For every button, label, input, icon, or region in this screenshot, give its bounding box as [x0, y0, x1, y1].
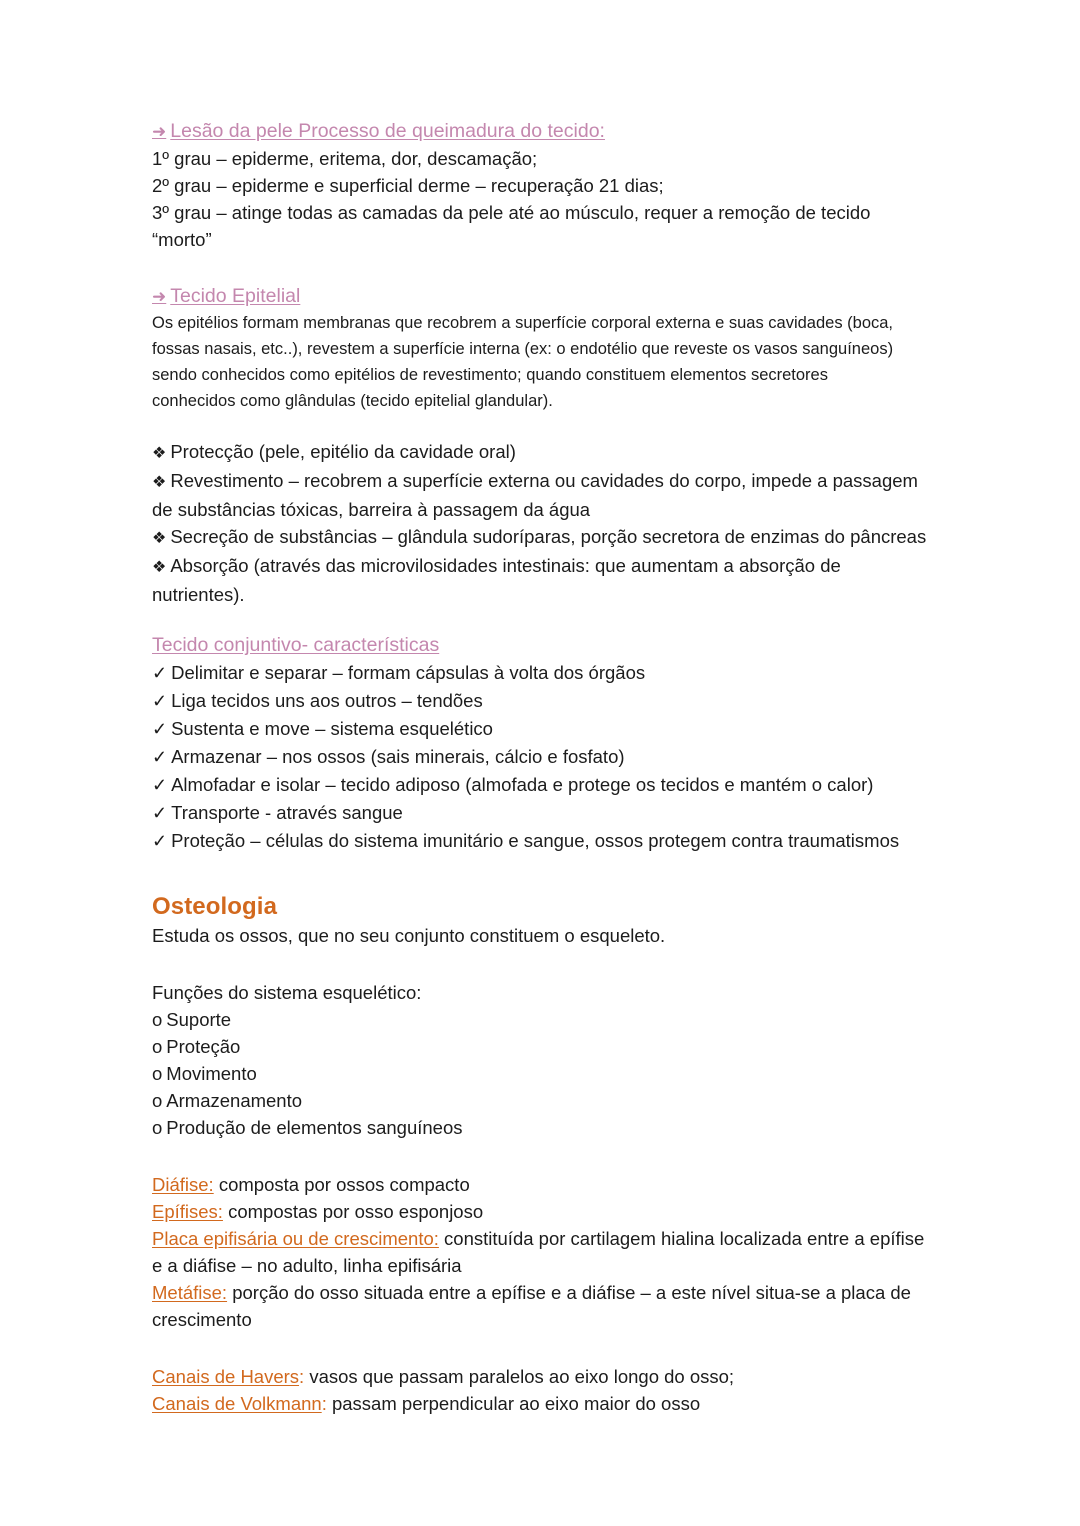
list-item	[152, 771, 934, 799]
section-tecido-epitelial	[152, 283, 940, 608]
heading-tecido-epitelial-label: Tecido Epitelial	[170, 285, 301, 307]
spacer	[152, 1333, 940, 1363]
epitelial-bullet-1: Protecção (pele, epitélio da cavidade oral)	[170, 441, 516, 462]
term-canais-de-havers-colon: :	[299, 1366, 305, 1387]
osteologia-intro: Estuda os ossos, que no seu conjunto constituem o esqueleto.	[152, 925, 666, 946]
circle-bullet-icon: o	[152, 1009, 163, 1030]
list-item	[152, 1060, 940, 1087]
spacer	[152, 253, 940, 283]
list-item	[152, 552, 934, 608]
definition-entry	[152, 1279, 934, 1333]
definition-metafise: porção do osso situada entre a epífise e a diáfise – a este nível situa-se a placa de crescimento	[152, 1282, 911, 1330]
check-bullet-icon: ✓	[152, 691, 168, 711]
heading-lesao-label: Lesão da pele Processo de queimadura do tecido:	[170, 120, 605, 142]
osteologia-function-3: Movimento	[166, 1063, 257, 1084]
circle-bullet-icon: o	[152, 1090, 163, 1111]
osteologia-functions-label: Funções do sistema esquelético:	[152, 982, 422, 1003]
check-bullet-icon: ✓	[152, 719, 168, 739]
conjuntivo-item-2: Liga tecidos uns aos outros – tendões	[171, 690, 483, 711]
osteologia-function-4: Armazenamento	[166, 1090, 303, 1111]
arrow-bullet-icon: ➜	[152, 122, 167, 141]
diamond-bullet-icon: ❖	[152, 559, 167, 576]
heading-tecido-epitelial	[152, 283, 940, 310]
term-placa-epifisaria: Placa epifisária ou de crescimento:	[152, 1228, 439, 1249]
definition-diafise: composta por ossos compacto	[213, 1174, 470, 1195]
spacer	[152, 949, 940, 979]
list-item	[152, 438, 934, 467]
list-item	[152, 659, 934, 687]
lesao-line-1: 1º grau – epiderme, eritema, dor, descamação;	[152, 148, 538, 169]
list-item	[152, 1033, 940, 1060]
epitelial-bullet-2: Revestimento – recobrem a superfície externa ou cavidades do corpo, impede a passagem de substâncias tóxicas, barreira à passagem da água	[152, 470, 918, 520]
definition-epifises: compostas por osso esponjoso	[222, 1201, 484, 1222]
definition-canais-de-volkmann: passam perpendicular ao eixo maior do osso	[326, 1393, 701, 1414]
diamond-bullet-icon: ❖	[152, 474, 167, 491]
check-bullet-icon: ✓	[152, 775, 168, 795]
check-bullet-icon: ✓	[152, 831, 168, 851]
term-canais-de-volkmann: Canais de Volkmann	[152, 1393, 322, 1414]
osteologia-function-5: Produção de elementos sanguíneos	[166, 1117, 463, 1138]
check-bullet-icon: ✓	[152, 803, 168, 823]
heading-osteologia: Osteologia	[152, 893, 278, 920]
conjuntivo-item-7: Proteção – células do sistema imunitário e sangue, ossos protegem contra traumatismos	[171, 830, 900, 851]
list-item	[152, 687, 934, 715]
definition-placa-epifisaria: constituída por cartilagem hialina localizada entre a epífise e a diáfise – no adulto, linha epifisária	[152, 1228, 925, 1276]
list-item	[152, 1087, 940, 1114]
list-item	[152, 467, 934, 523]
circle-bullet-icon: o	[152, 1036, 163, 1057]
diamond-bullet-icon: ❖	[152, 445, 167, 462]
spacer	[152, 608, 940, 632]
list-item	[152, 715, 934, 743]
conjuntivo-item-1: Delimitar e separar – formam cápsulas à volta dos órgãos	[171, 662, 646, 683]
list-item	[152, 1006, 940, 1033]
term-metafise: Metáfise:	[152, 1282, 228, 1303]
circle-bullet-icon: o	[152, 1063, 163, 1084]
list-item	[152, 799, 934, 827]
term-canais-de-havers: Canais de Havers	[152, 1366, 300, 1387]
term-canais-de-volkmann-colon: :	[321, 1393, 327, 1414]
definition-entry	[152, 1390, 934, 1417]
conjuntivo-item-6: Transporte - através sangue	[171, 802, 403, 823]
conjuntivo-item-3: Sustenta e move – sistema esquelético	[171, 718, 493, 739]
heading-lesao-da-pele	[152, 118, 940, 145]
circle-bullet-icon: o	[152, 1117, 163, 1138]
osteologia-function-2: Proteção	[166, 1036, 241, 1057]
list-item	[152, 523, 934, 552]
lesao-line-3: 3º grau – atinge todas as camadas da pele até ao músculo, requer a remoção de tecido “morto”	[152, 202, 871, 250]
tecido-epitelial-paragraph: Os epitélios formam membranas que recobrem a superfície corporal externa e suas cavidades (boca, fossas nasais, etc..), revestem a superfície interna (ex: o endotélio que reveste os vasos sanguíneos) sendo conhecidos como epitélios de revestimento; quando constituem elementos secretores conhecidos como glândulas (tecido epitelial glandular).	[152, 314, 894, 410]
section-definicoes	[152, 1171, 940, 1333]
epitelial-bullet-3: Secreção de substâncias – glândula sudoríparas, porção secretora de enzimas do pâncreas	[170, 526, 927, 547]
definition-entry	[152, 1363, 934, 1390]
term-diafise: Diáfise:	[152, 1174, 214, 1195]
section-lesao-da-pele	[152, 118, 940, 253]
arrow-bullet-icon: ➜	[152, 287, 167, 306]
osteologia-function-1: Suporte	[166, 1009, 232, 1030]
heading-tecido-conjuntivo-label: Tecido conjuntivo- características	[152, 634, 440, 656]
list-item	[152, 743, 934, 771]
spacer	[152, 414, 940, 438]
section-tecido-conjuntivo	[152, 632, 940, 855]
epitelial-bullet-4: Absorção (através das microvilosidades intestinais: que aumentam a absorção de nutrientes).	[152, 555, 841, 605]
check-bullet-icon: ✓	[152, 663, 168, 683]
check-bullet-icon: ✓	[152, 747, 168, 767]
definition-entry	[152, 1225, 934, 1279]
section-osteologia	[152, 891, 940, 1141]
heading-tecido-conjuntivo	[152, 632, 940, 659]
diamond-bullet-icon: ❖	[152, 530, 167, 547]
list-item	[152, 827, 934, 855]
definition-entry	[152, 1171, 934, 1198]
conjuntivo-item-4: Armazenar – nos ossos (sais minerais, cálcio e fosfato)	[171, 746, 625, 767]
definition-entry	[152, 1198, 934, 1225]
term-epifises: Epífises:	[152, 1201, 223, 1222]
conjuntivo-item-5: Almofadar e isolar – tecido adiposo (almofada e protege os tecidos e mantém o calor)	[171, 774, 874, 795]
section-canais	[152, 1363, 940, 1417]
definition-canais-de-havers: vasos que passam paralelos ao eixo longo do osso;	[304, 1366, 735, 1387]
list-item	[152, 1114, 940, 1141]
lesao-line-2: 2º grau – epiderme e superficial derme – recuperação 21 dias;	[152, 175, 664, 196]
spacer	[152, 855, 940, 891]
spacer	[152, 1141, 940, 1171]
